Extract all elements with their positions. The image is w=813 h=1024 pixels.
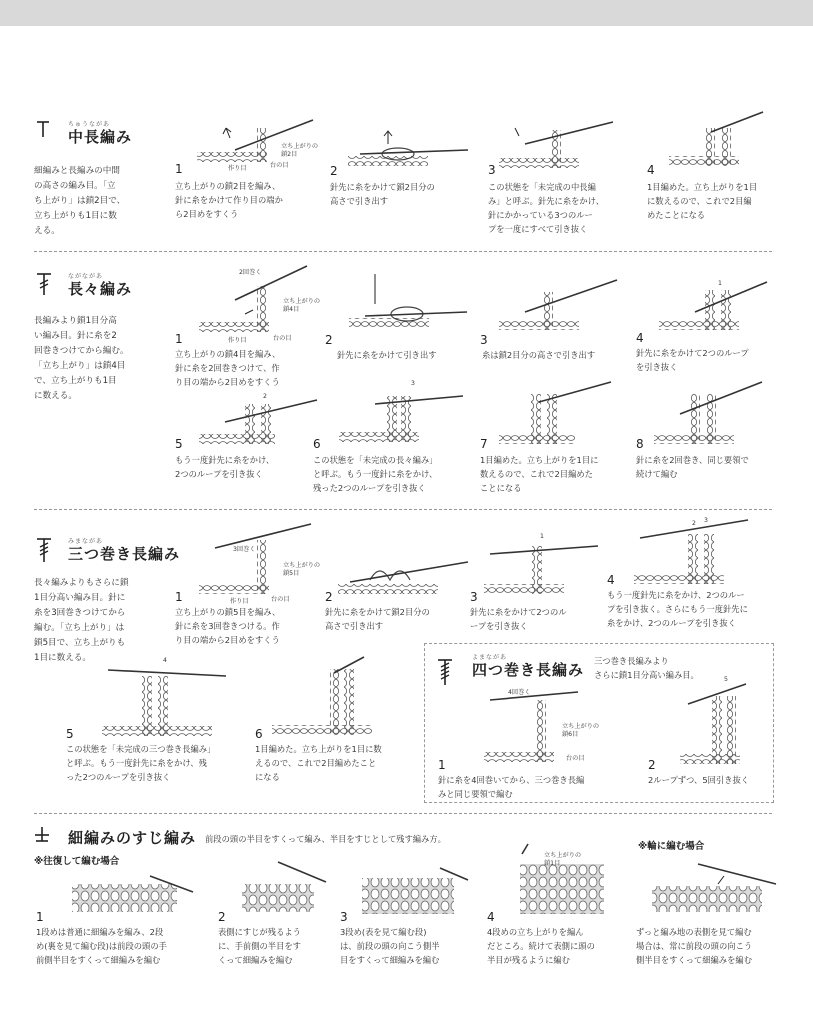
section-1-ruby: ちゅうながあ: [68, 121, 111, 128]
section-4-ruby: よまながあ: [472, 654, 508, 661]
s2-step4-caption: 針先に糸をかけて2つのループ を引き抜く: [636, 348, 749, 372]
s1-step2-number: 2: [330, 164, 338, 178]
double-treble-symbol-icon: [36, 272, 52, 296]
s1-label-daino: 台の目: [270, 162, 289, 169]
section-5-subhead-round-trip: ※往復して編む場合: [34, 856, 120, 867]
section-3-ruby: みまながあ: [68, 538, 104, 545]
s2-step5-illustration: [195, 392, 320, 450]
s4-label-maki: 4回巻く: [508, 689, 531, 696]
s1-step3-caption: この状態を「未完成の中長編 み」と呼ぶ。針先に糸をかけ、 針にかかっている3つのルー プを一度にすべて引き抜く: [488, 182, 604, 234]
section-separator-1: [34, 251, 772, 252]
s5-round-illustration: [648, 856, 778, 916]
s2-step5-number: 5: [175, 437, 183, 451]
s4-step2-number: 2: [648, 758, 656, 772]
s4-label-daino: 台の目: [566, 755, 585, 762]
s1-label-tachiagari: 立ち上がりの 鎖2目: [281, 143, 319, 158]
s2-step8-number: 8: [636, 437, 644, 451]
s2-step2-number: 2: [325, 333, 333, 347]
triple-treble-symbol-icon: [36, 537, 52, 563]
section-4-title: 四つ巻き長編み: [472, 661, 585, 679]
s3-step4-arrow-num-b: 3: [704, 517, 708, 524]
s1-step1-number: 1: [175, 162, 183, 176]
section-5-subhead-in-rounds: ※輪に編む場合: [638, 841, 705, 852]
s2-step4-number: 4: [636, 331, 644, 345]
s2-step6-arrow-num: 3: [411, 380, 415, 387]
s5-step3-illustration: [360, 864, 470, 916]
s5-step3-number: 3: [340, 910, 348, 924]
s3-step4-number: 4: [607, 573, 615, 587]
half-double-crochet-symbol-icon: [36, 120, 50, 138]
s3-step6-illustration: [268, 655, 378, 741]
s1-step1-caption: 立ち上がりの鎖2目を編み、 針に糸をかけて作り目の端か ら2目めをすくう: [175, 181, 283, 219]
section-2-ruby: ながながあ: [68, 273, 104, 280]
s2-step5-caption: もう一度針先に糸をかけ、 2つのループを引き抜く: [175, 455, 275, 479]
s5-step4-number: 4: [487, 910, 495, 924]
s4-step1-number: 1: [438, 758, 446, 772]
quadruple-treble-symbol-icon: [437, 658, 453, 686]
s2-step3-number: 3: [480, 333, 488, 347]
section-4-description: 三つ巻き長編みより さらに鎖1目分高い編み目。: [594, 656, 699, 680]
s2-step6-illustration: [335, 382, 465, 450]
section-3-description: 長々編みよりもさらに鎖 1目分高い編み目。針に 糸を3回巻きつけてから 編む。「立ち上がり」は 鎖5目で、立ち上がりも 1目に数える。: [34, 578, 129, 663]
s3-label-maki: 3回巻く: [233, 546, 256, 553]
s3-step3-number: 3: [470, 590, 478, 604]
s2-step3-illustration: [495, 272, 620, 336]
s2-step6-number: 6: [313, 437, 321, 451]
s3-step5-caption: この状態を「未完成の三つ巻き長編み」 と呼ぶ。もう一度針先に糸をかけ、残 った2つのループを引き抜く: [66, 744, 216, 782]
section-separator-2: [34, 509, 772, 510]
s2-step4-illustration: [655, 272, 770, 336]
s2-label-tachiagari: 立ち上がりの 鎖4目: [283, 298, 321, 313]
s5-step3-caption: 3段め(表を見て編む段) は、前段の頭の向こう側半 目をすくって細編みを編む: [340, 927, 440, 965]
s2-step7-number: 7: [480, 437, 488, 451]
s2-step8-caption: 針に糸を2回巻き、同じ要領で 続けて編む: [636, 455, 749, 479]
section-5-intro: 前段の頭の半目をすくって編み、半目をすじとして残す編み方。: [205, 834, 446, 844]
s3-step2-illustration: [330, 540, 470, 600]
s5-step1-caption: 1段めは普通に細編みを編み、2段 め(裏を見て編む段)は前段の頭の手 前側半目をすくって細編みを編む: [36, 927, 167, 965]
s3-label-tsukuri: 作り目: [230, 598, 249, 605]
section-1-description: 細編みと長編みの中間 の高さの編み目。「立 ち上がり」は鎖2目で、 立ち上がりも1目に数 える。: [34, 166, 126, 236]
s1-step4-illustration: [665, 110, 765, 172]
s3-step3-caption: 針先に糸をかけて2つのル ープを引き抜く: [470, 607, 567, 631]
back-loop-single-crochet-symbol-icon: [34, 826, 50, 842]
s2-label-maki: 2回巻く: [239, 269, 262, 276]
s2-step8-illustration: [650, 378, 765, 450]
s3-step1-illustration: [195, 520, 315, 600]
s3-step2-number: 2: [325, 590, 333, 604]
s2-step2-illustration: [345, 272, 470, 336]
s4-step2-illustration: [678, 678, 748, 770]
s1-step2-caption: 針先に糸をかけて鎖2目分の 高さで引き出す: [330, 182, 435, 206]
section-1-title: 中長編み: [68, 128, 133, 146]
s2-step2-caption: 針先に糸をかけて引き出す: [337, 350, 437, 360]
s1-step3-number: 3: [488, 163, 496, 177]
s3-step6-caption: 1目編めた。立ち上がりを1目に数 えるので、これで2目編めたこと になる: [255, 744, 382, 782]
s3-step1-number: 1: [175, 590, 183, 604]
s2-label-tsukuri: 作り目: [228, 337, 247, 344]
s3-step4-caption: もう一度針先に糸をかけ、2つのルー プを引き抜く。さらにもう一度針先に 糸をかけ、2つのループを引き抜く: [607, 590, 748, 628]
s2-step1-caption: 立ち上がりの鎖4目を編み、 針に糸を2回巻きつけて、作 り目の端から2目めをすくう: [175, 349, 281, 387]
s2-step5-arrow-num: 2: [263, 393, 267, 400]
top-toolbar: [0, 0, 813, 26]
section-5-title: 細編みのすじ編み: [68, 829, 197, 847]
section-3-title: 三つ巻き長編み: [68, 545, 181, 563]
s1-label-tsukuri: 作り目: [228, 165, 247, 172]
s3-step3-arrow-num: 1: [540, 533, 544, 540]
s5-round-caption: ずっと編み地の表側を見て編む 場合は、常に前段の頭の向こう 側半目をすくって細編みを編む: [636, 927, 753, 965]
s5-step1-number: 1: [36, 910, 44, 924]
s2-label-daino: 台の目: [273, 335, 292, 342]
section-2-title: 長々編み: [68, 280, 133, 298]
s2-step3-caption: 糸は鎖2目分の高さで引き出す: [482, 350, 596, 360]
s2-step1-number: 1: [175, 332, 183, 346]
s2-step6-caption: この状態を「未完成の長々編み」 と呼ぶ。もう一度針に糸をかけ、 残った2つのループを引き抜く: [313, 455, 438, 493]
s5-step2-caption: 表側にすじが残るよう に、手前側の半目をす くって細編みを編む: [218, 927, 301, 965]
s3-step5-illustration: [98, 660, 228, 742]
s1-step3-illustration: [495, 116, 615, 174]
s2-step7-illustration: [495, 378, 615, 450]
s5-step2-number: 2: [218, 910, 226, 924]
s5-step2-illustration: [238, 858, 328, 916]
s3-label-daino: 台の目: [271, 596, 290, 603]
s3-step2-caption: 針先に糸をかけて鎖2目分の 高さで引き出す: [325, 607, 430, 631]
s3-step1-caption: 立ち上がりの鎖5目を編み、 針に糸を3回巻きつける。作 り目の端から2目めをすくう: [175, 607, 281, 645]
s2-step4-arrow-num: 1: [718, 280, 722, 287]
s3-step5-arrow-num: 4: [163, 657, 167, 664]
s1-step4-caption: 1目編めた。立ち上がりを1目 に数えるので、これで2目編 めたことになる: [647, 182, 758, 220]
s1-step1-illustration: [195, 110, 315, 168]
s4-step2-caption: 2ループずつ、5回引き抜く: [648, 775, 750, 785]
s4-step1-caption: 針に糸を4回巻いてから、三つ巻き長編 みと同じ要領で編む: [438, 775, 585, 799]
s2-step7-caption: 1目編めた。立ち上がりを1目に 数えるので、これで2目編めた ことになる: [480, 455, 599, 493]
s4-label-tachiagari: 立ち上がりの 鎖6目: [562, 723, 600, 738]
s3-label-tachiagari: 立ち上がりの 鎖5目: [283, 562, 321, 577]
s1-step4-number: 4: [647, 163, 655, 177]
s3-step4-arrow-num-a: 2: [692, 520, 696, 527]
s3-step6-number: 6: [255, 727, 263, 741]
s4-step2-arrow-num: 5: [724, 676, 728, 683]
s5-step1-illustration: [70, 866, 195, 916]
s5-step4-caption: 4段めの立ち上がりを編ん だところ。続けて表側に頭の 半目が残るように編む: [487, 927, 595, 965]
s5-label-tachiagari: 立ち上がりの 鎖1目: [544, 852, 582, 867]
section-2-description: 長編みより鎖1目分高 い編み目。針に糸を2 回巻きつけてから編む。 「立ち上がり」は鎖4目 で、立ち上がりも1目 に数える。: [34, 316, 129, 401]
s3-step4-illustration: [630, 518, 750, 590]
section-separator-3: [34, 813, 772, 814]
s3-step5-number: 5: [66, 727, 74, 741]
s1-step2-illustration: [340, 120, 470, 175]
